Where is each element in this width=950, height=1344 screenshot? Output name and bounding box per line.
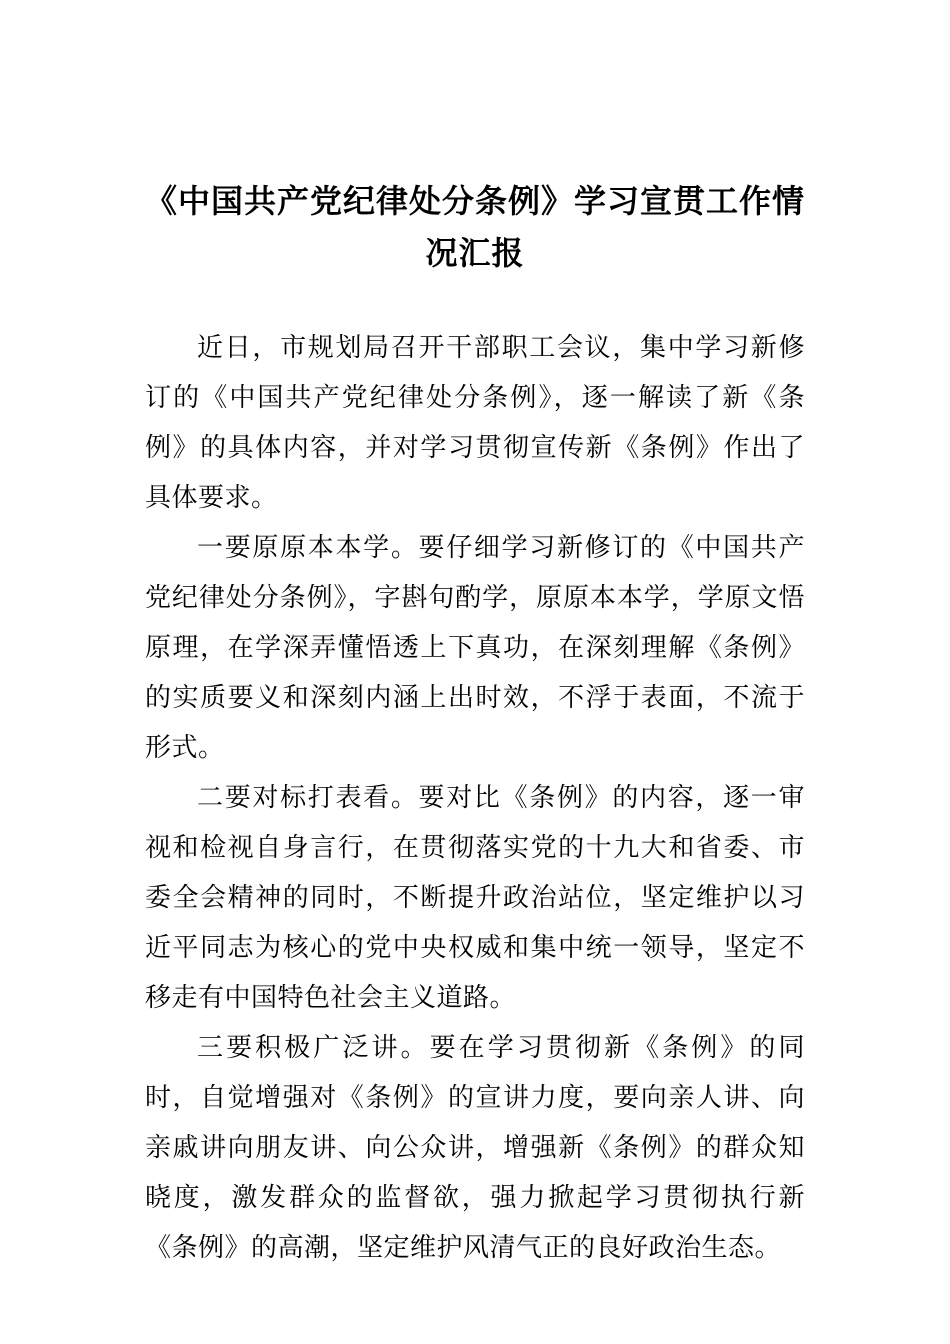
paragraph-point-two: 二要对标打表看。要对比《条例》的内容，逐一审视和检视自身言行，在贯彻落实党的十九大和省委、市委全会精神的同时，不断提升政治站位，坚定维护以习近平同志为核心的党中央权威和集中统一领导，坚定不移走有中国特色社会主义道路。 [145, 783, 805, 1013]
document-title: 《中国共产党纪律处分条例》学习宣贯工作情况汇报 [144, 182, 805, 272]
document-body [145, 323, 805, 1273]
paragraph-point-three: 三要积极广泛讲。要在学习贯彻新《条例》的同时，自觉增强对《条例》的宣讲力度，要向亲人讲、向亲戚讲向朋友讲、向公众讲，增强新《条例》的群众知晓度，激发群众的监督欲，强力掀起学习贯彻执行新《条例》的高潮，坚定维护风清气正的良好政治生态。 [145, 1033, 805, 1263]
paragraph-intro: 近日，市规划局召开干部职工会议，集中学习新修订的《中国共产党纪律处分条例》，逐一解读了新《条例》的具体内容，并对学习贯彻宣传新《条例》作出了具体要求。 [145, 333, 805, 513]
paragraph-point-one: 一要原原本本学。要仔细学习新修订的《中国共产党纪律处分条例》，字斟句酌学，原原本本学，学原文悟原理，在学深弄懂悟透上下真功，在深刻理解《条例》的实质要义和深刻内涵上出时效，不浮于表面，不流于形式。 [145, 533, 805, 763]
